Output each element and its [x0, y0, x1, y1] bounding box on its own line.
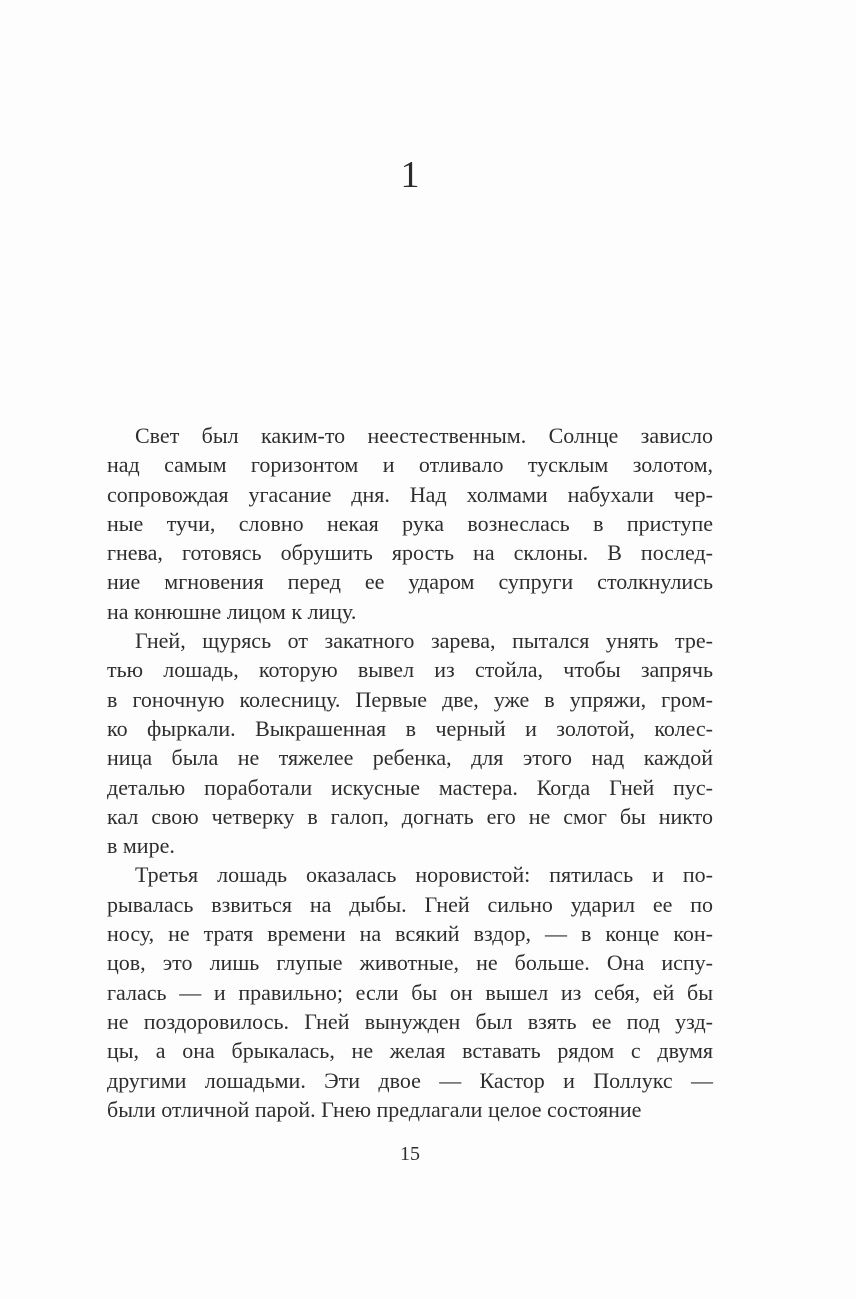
text-line: галась — и правильно; если бы он вышел из себя, ей бы: [107, 979, 713, 1005]
text-line: сопровождая угасание дня. Над холмами набухали чер-: [107, 481, 713, 507]
text-line: другими лошадьми. Эти двое — Кастор и Поллукс —: [107, 1067, 713, 1093]
text-line: деталью поработали искусные мастера. Когда Гней пус-: [107, 774, 713, 800]
text-line: цов, это лишь глупые животные, не больше. Она испу-: [107, 950, 713, 976]
page-number: 15: [400, 1143, 420, 1165]
text-line: на конюшне лицом к лицу.: [107, 598, 357, 624]
text-line: в мире.: [107, 833, 175, 859]
text-line: гнева, готовясь обрушить ярость на склоны. В послед-: [107, 540, 713, 566]
page-body: [107, 421, 713, 1124]
text-line: Свет был каким-то неестественным. Солнце зависло: [135, 423, 713, 448]
text-line: ница была не тяжелее ребенка, для этого над каждой: [107, 745, 713, 771]
text-line: над самым горизонтом и отливало тусклым золотом,: [107, 452, 713, 478]
paragraph: [107, 626, 713, 860]
text-line: не поздоровилось. Гней вынужден был взять ее под узд-: [107, 1008, 713, 1034]
text-line: цы, а она брыкалась, не желая вставать рядом с двумя: [107, 1038, 713, 1064]
text-line: были отличной парой. Гнею предлагали целое состояние: [107, 1096, 642, 1122]
paragraph: [107, 421, 713, 626]
text-line: ные тучи, словно некая рука вознеслась в приступе: [107, 510, 713, 536]
paragraph: [107, 860, 713, 1124]
text-line: ко фыркали. Выкрашенная в черный и золотой, колес-: [107, 715, 713, 741]
text-line: в гоночную колесницу. Первые две, уже в упряжи, гром-: [107, 686, 713, 712]
text-line: рывалась взвиться на дыбы. Гней сильно ударил ее по: [107, 891, 713, 917]
text-line: ние мгновения перед ее ударом супруги столкнулись: [107, 569, 713, 595]
text-line: носу, не тратя времени на всякий вздор, — в конце кон-: [107, 921, 713, 947]
text-line: кал свою четверку в галоп, догнать его не смог бы никто: [107, 803, 713, 829]
chapter-heading: 1: [400, 154, 420, 196]
text-line: Третья лошадь оказалась норовистой: пятилась и по-: [135, 862, 713, 888]
text-line: тью лошадь, которую вывел из стойла, чтобы запрячь: [107, 657, 713, 683]
text-line: Гней, щурясь от закатного зарева, пытался унять тре-: [135, 628, 713, 654]
